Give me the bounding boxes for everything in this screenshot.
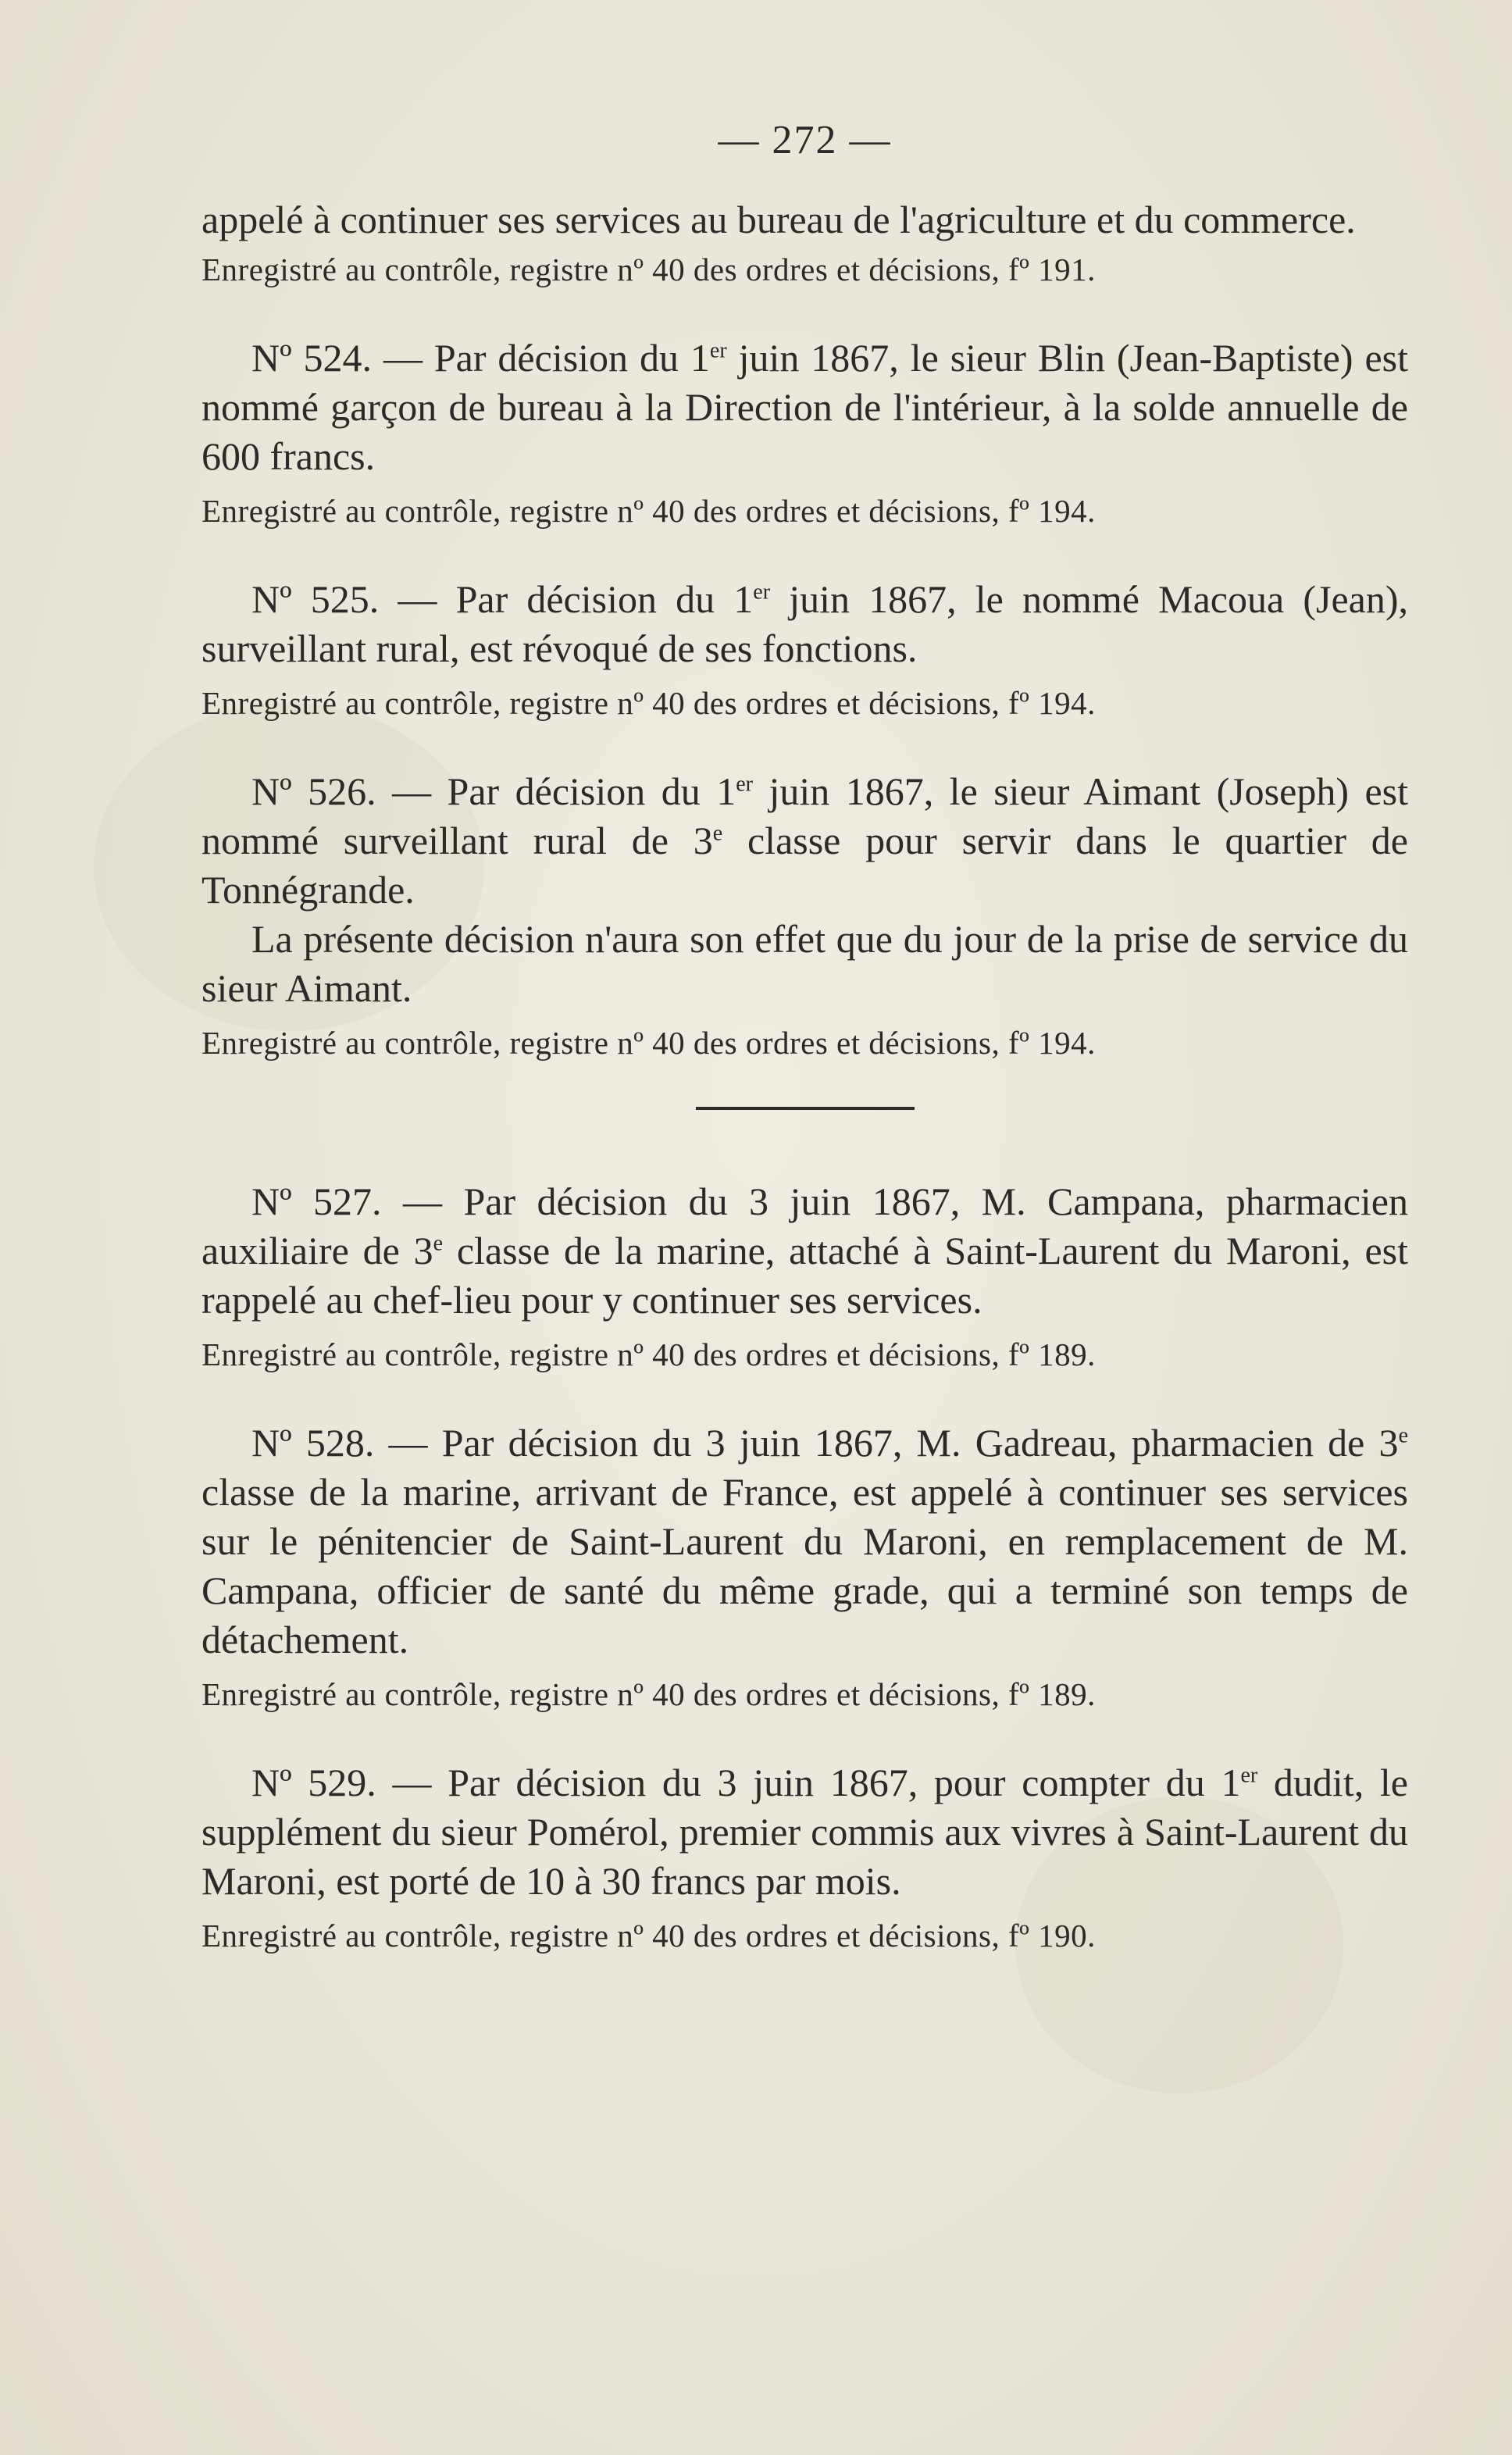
registration-note: Enregistré au contrôle, registre nº 40 des ordres et décisions, fº 190. bbox=[201, 1918, 1096, 1954]
superscript: er bbox=[736, 772, 753, 797]
decision-text: juin 1867, le sieur Aimant (Joseph) est nommé surveillant rural de 3 bbox=[201, 769, 1408, 862]
decision-text: — Par décision du 3 juin 1867, M. Campana, pharmacien auxiliaire de 3 bbox=[201, 1179, 1408, 1272]
page-content bbox=[201, 117, 1408, 2000]
decision-528 bbox=[201, 1418, 1408, 1665]
registration-note: Enregistré au contrôle, registre nº 40 des ordres et décisions, fº 194. bbox=[201, 493, 1096, 529]
decision-527 bbox=[201, 1177, 1408, 1325]
decision-526-extra: La présente décision n'aura son effet que du jour de la prise de service du sieur Aimant. bbox=[201, 917, 1408, 1010]
decision-text: classe pour servir dans le quartier de Tonnégrande. bbox=[201, 819, 1408, 912]
decision-date-prefix: — Par décision du 1 bbox=[376, 769, 736, 813]
decision-text: classe de la marine, arrivant de France, est appelé à continuer ses services sur le pénitencier de Saint-Laurent du Maroni, en remplacement de M. Campana, officier de santé du même grade, qui a terminé son temps de détachement. bbox=[201, 1470, 1408, 1661]
registration-note: Enregistré au contrôle, registre nº 40 des ordres et décisions, fº 194. bbox=[201, 685, 1096, 721]
decision-text: — Par décision du 3 juin 1867, M. Gadreau, pharmacien de 3 bbox=[374, 1421, 1399, 1465]
registration-note: Enregistré au contrôle, registre nº 40 des ordres et décisions, fº 194. bbox=[201, 1025, 1096, 1061]
decision-526 bbox=[201, 767, 1408, 915]
decision-number: Nº 524. bbox=[251, 336, 373, 380]
decision-date-prefix: — Par décision du 1 bbox=[379, 577, 754, 621]
decision-524 bbox=[201, 334, 1408, 481]
decision-text: juin 1867, le sieur Blin (Jean-Baptiste) est nommé garçon de bureau à la Direction de l'intérieur, à la solde annuelle de 600 francs. bbox=[201, 336, 1408, 478]
superscript: e bbox=[1398, 1423, 1408, 1448]
superscript: e bbox=[712, 821, 723, 846]
decision-number: Nº 529. bbox=[251, 1761, 376, 1804]
section-divider bbox=[696, 1107, 915, 1110]
decision-text: dudit, le supplément du sieur Pomérol, premier commis aux vivres à Saint-Laurent du Maroni, est porté de 10 à 30 francs par mois. bbox=[201, 1761, 1408, 1903]
superscript: er bbox=[753, 580, 771, 605]
superscript: er bbox=[1240, 1763, 1258, 1788]
decision-date-prefix: — Par décision du 1 bbox=[372, 336, 710, 380]
decision-text: classe de la marine, attaché à Saint-Laurent du Maroni, est rappelé au chef-lieu pour y continuer ses services. bbox=[201, 1229, 1408, 1322]
page-number: — 272 — bbox=[718, 118, 892, 162]
intro-paragraph: appelé à continuer ses services au bureau de l'agriculture et du commerce. bbox=[201, 198, 1356, 241]
decision-text: juin 1867, le nommé Macoua (Jean), surveillant rural, est révoqué de ses fonctions. bbox=[201, 577, 1408, 670]
superscript: er bbox=[709, 338, 727, 363]
decision-525 bbox=[201, 575, 1408, 673]
decision-529 bbox=[201, 1758, 1408, 1906]
decision-number: Nº 525. bbox=[251, 577, 380, 621]
decision-number: Nº 527. bbox=[251, 1179, 382, 1223]
decision-number: Nº 526. bbox=[251, 769, 376, 813]
registration-note: Enregistré au contrôle, registre nº 40 des ordres et décisions, fº 189. bbox=[201, 1336, 1096, 1372]
decision-text: — Par décision du 3 juin 1867, pour compter du 1 bbox=[376, 1761, 1241, 1804]
registration-note: Enregistré au contrôle, registre nº 40 des ordres et décisions, fº 191. bbox=[201, 252, 1096, 287]
registration-note: Enregistré au contrôle, registre nº 40 des ordres et décisions, fº 189. bbox=[201, 1676, 1096, 1712]
superscript: e bbox=[433, 1231, 444, 1256]
decision-number: Nº 528. bbox=[251, 1421, 375, 1465]
